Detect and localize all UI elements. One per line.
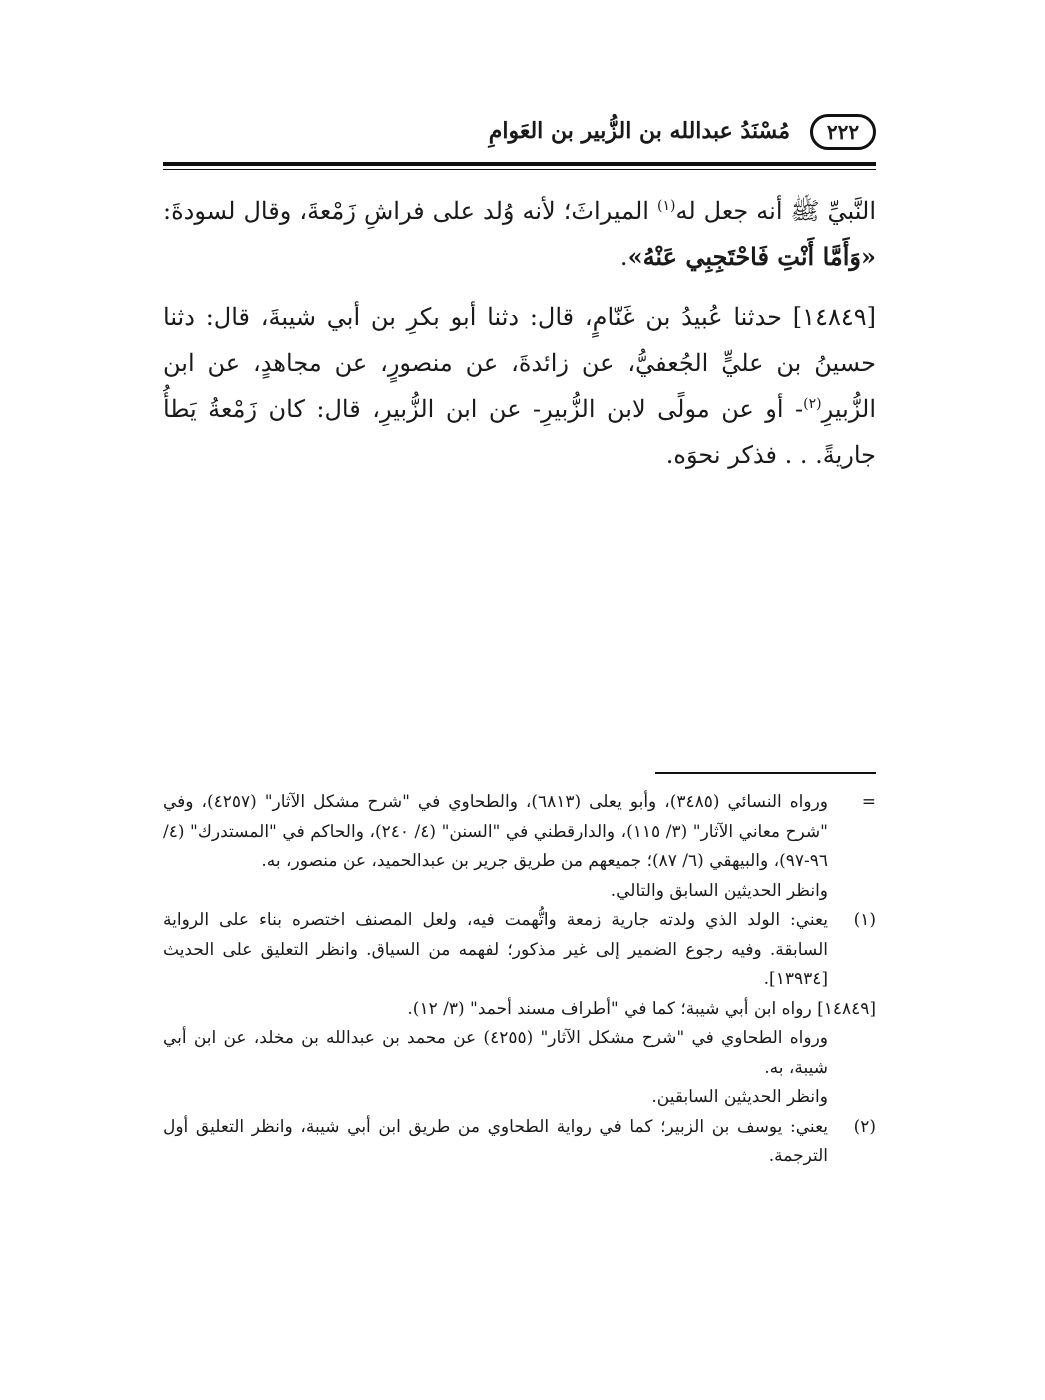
quranic-quote: «وَأَمَّا أَنْتِ فَاحْتَجِبِي عَنْهُ» bbox=[627, 242, 876, 271]
hadith-note-body bbox=[163, 1024, 876, 1113]
paragraph-2 bbox=[163, 294, 876, 478]
hadith-note bbox=[163, 995, 876, 1113]
footnote-2 bbox=[163, 1113, 876, 1172]
paragraph-2-text-b: - أو عن مولًى لابن الزُّبيرِ- عن ابن الزُّبيرِ، قال: كان زَمْعةُ يَطأُ جاريةً. . . فذكر نحوَه. bbox=[163, 395, 876, 469]
paragraph-1-text-c: . bbox=[619, 243, 628, 271]
footnote-2-text: يعني: يوسف بن الزبير؛ كما في رواية الطحاوي من طريق ابن أبي شيبة، وانظر التعليق أول الترجمة. bbox=[163, 1116, 828, 1166]
page-header bbox=[163, 112, 876, 156]
footnote-ref-1: (١) bbox=[657, 198, 676, 214]
header-rule-thin bbox=[163, 169, 876, 170]
footnote-line: ورواه الطحاوي في "شرح مشكل الآثار" (٤٢٥٥) عن محمد بن عبدالله بن مخلد، عن ابن أبي شيبة، به. bbox=[163, 1028, 829, 1078]
footnote-line: وانظر الحديثين السابقين. bbox=[651, 1087, 828, 1107]
running-title: مُسْنَدُ عبدالله بن الزُّبير بن العَوامِ bbox=[488, 118, 790, 144]
footnote-line: وانظر الحديثين السابق والتالي. bbox=[610, 880, 828, 901]
footnote-1-text: يعني: الولد الذي ولدته جارية زمعة واتُّهمت فيه، ولعل المصنف اختصره بناء على الرواية السابقة. وفيه رجوع الضمير إلى غير مذكور؛ لفهمه من السياق. وانظر التعليق على الحديث [١٣٩٣٤]. bbox=[163, 910, 828, 989]
footnote-1 bbox=[163, 906, 876, 995]
header-rule-thick bbox=[163, 162, 876, 166]
footnote-line: ورواه النسائي (٣٤٨٥)، وأبو يعلى (٦٨١٣)، والطحاوي في "شرح مشكل الآثار" (٤٢٥٧)، وفي "شرح معاني الآثار" (٣/ ١١٥)، والدارقطني في "السنن" (٤/ ٢٤٠)، والحاكم في "المستدرك" (٤/ ٩٦-٩٧)، والبيهقي (٦/ ٨٧)؛ جميعهم من طريق جرير بن عبدالحميد، عن منصور، به. bbox=[163, 792, 828, 871]
footnote-separator bbox=[655, 772, 876, 774]
page-number: ٢٢٢ bbox=[826, 120, 860, 144]
hadith-note-head: [١٤٨٤٩] رواه ابن أبي شيبة؛ كما في "أطراف مسند أحمد" (٣/ ١٢). bbox=[407, 998, 876, 1019]
footnote-2-label: (٢) bbox=[853, 1116, 876, 1137]
page-number-badge bbox=[810, 114, 876, 150]
continuation-mark: = bbox=[861, 792, 876, 812]
paragraph-1-text-a: النَّبيِّ ﷺ أنه جعل له bbox=[675, 197, 876, 225]
footnote-continuation bbox=[163, 788, 876, 906]
main-text bbox=[163, 188, 876, 478]
paragraph-1-text-b: الميراثَ؛ لأنه وُلد على فراشِ زَمْعةَ، وقال لسودةَ: bbox=[163, 197, 657, 225]
footnote-1-label: (١) bbox=[853, 910, 876, 930]
footnote-ref-2: (٢) bbox=[803, 396, 822, 412]
paragraph-1 bbox=[163, 188, 876, 280]
paragraph-2-text-a: [١٤٨٤٩] حدثنا عُبيدُ بن غَنّامٍ، قال: دثنا أبو بكرِ بن أبي شيبةَ، قال: دثنا حسينُ بن عليٍّ الجُعفيُّ، عن زائدةَ، عن منصورٍ، عن مجاهدٍ، عن ابن الزُّبيرِ bbox=[163, 303, 876, 423]
footnotes bbox=[163, 788, 876, 1172]
